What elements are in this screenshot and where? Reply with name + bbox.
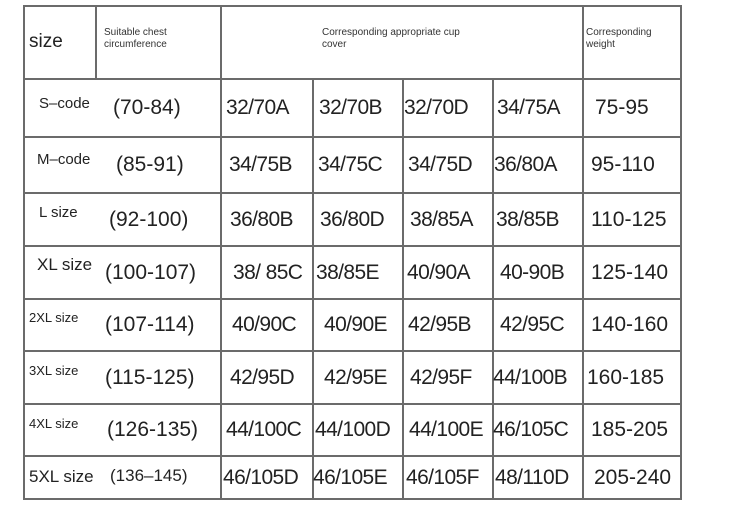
weight-range: 140-160 <box>591 313 669 336</box>
cup-value: 46/105F <box>406 465 479 489</box>
cup-value: 38/85E <box>316 260 379 284</box>
weight-range: 125-140 <box>591 260 669 284</box>
cup-value: 46/105D <box>223 465 299 489</box>
cup-value: 34/75A <box>497 96 560 119</box>
cup-value: 32/70A <box>226 96 289 119</box>
size-label: XL size <box>37 255 93 274</box>
cup-value: 34/75D <box>408 153 473 176</box>
cup-value: 36/80B <box>230 207 293 231</box>
cup-value: 34/75C <box>318 153 383 176</box>
size-label: 2XL size <box>29 309 79 325</box>
cup-value: 42/95D <box>230 365 295 389</box>
cup-value: 44/100C <box>226 418 302 441</box>
chest-range: (126-135) <box>107 418 199 441</box>
chest-range: (136–145) <box>110 466 188 485</box>
table-col-divider <box>220 5 222 500</box>
chest-range: (85-91) <box>116 153 184 176</box>
cup-value: 32/70D <box>404 96 469 119</box>
size-label: M–code <box>37 150 91 168</box>
cup-value: 44/100E <box>409 418 484 441</box>
cup-value: 38/85A <box>410 207 473 231</box>
cup-value: 40/90C <box>232 313 297 336</box>
cup-value: 36/80A <box>494 153 557 176</box>
size-label: S–code <box>39 94 90 112</box>
table-col-divider <box>95 5 97 80</box>
chest-range: (92-100) <box>109 207 189 231</box>
cup-value: 42/95F <box>410 365 472 389</box>
table-border-right <box>680 5 682 500</box>
chest-range: (115-125) <box>105 365 195 389</box>
cup-value: 38/85B <box>496 207 559 231</box>
table-border-left <box>23 5 25 500</box>
cup-value: 46/105E <box>313 465 388 489</box>
cup-value: 40-90B <box>500 260 565 284</box>
size-label: 4XL size <box>29 415 79 431</box>
size-label: 5XL size <box>29 467 94 486</box>
cup-value: 46/105C <box>493 418 569 441</box>
cup-value: 40/90A <box>407 260 470 284</box>
cup-value: 38/ 85C <box>233 260 303 284</box>
header-cup-cover: Corresponding appropriate cup cover <box>322 27 460 50</box>
cup-value: 48/110D <box>495 465 569 489</box>
header-chest-circumference: Suitable chest circumference <box>104 27 167 50</box>
weight-range: 110-125 <box>591 207 667 231</box>
chest-range: (100-107) <box>105 260 197 284</box>
weight-range: 185-205 <box>591 418 669 441</box>
table-col-divider <box>402 78 404 500</box>
table-col-divider <box>312 78 314 500</box>
chest-range: (70-84) <box>113 96 181 119</box>
size-chart-table <box>23 5 682 500</box>
size-label: 3XL size <box>29 362 79 378</box>
cup-value: 32/70B <box>319 96 382 119</box>
weight-range: 75-95 <box>595 96 649 119</box>
weight-range: 95-110 <box>591 153 655 176</box>
cup-value: 42/95E <box>324 365 387 389</box>
header-weight: Corresponding weight <box>586 27 652 50</box>
header-size: size <box>29 30 63 52</box>
weight-range: 205-240 <box>594 465 672 489</box>
cup-value: 42/95B <box>408 313 471 336</box>
size-label: L size <box>39 203 78 221</box>
chest-range: (107-114) <box>105 313 195 336</box>
cup-value: 36/80D <box>320 207 385 231</box>
cup-value: 42/95C <box>500 313 565 336</box>
cup-value: 44/100D <box>315 418 391 441</box>
table-col-divider <box>582 5 584 500</box>
cup-value: 44/100B <box>493 365 568 389</box>
weight-range: 160-185 <box>587 365 665 389</box>
cup-value: 40/90E <box>324 313 387 336</box>
cup-value: 34/75B <box>229 153 292 176</box>
